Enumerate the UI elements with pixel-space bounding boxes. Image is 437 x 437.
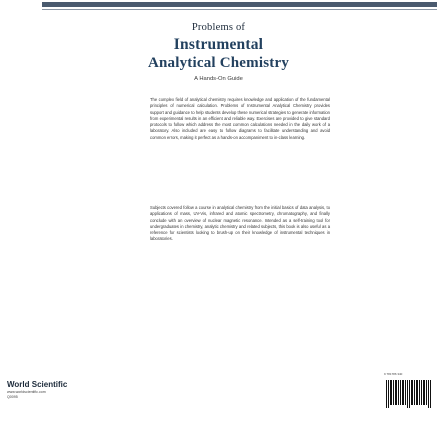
barcode-icon: [386, 380, 431, 408]
title-line-2: Analytical Chemistry: [147, 55, 290, 71]
title-line-1: Instrumental: [173, 36, 264, 53]
barcode-number: 9 781786 340: [384, 372, 403, 376]
top-rule-bar: [42, 2, 437, 7]
top-rule-thin: [42, 9, 437, 10]
book-subtitle: A Hands-On Guide: [194, 76, 243, 82]
publisher-name: World Scientific: [7, 380, 68, 389]
series-heading: Problems of: [191, 22, 246, 33]
description-paragraph-2: Subjects covered follow a course in analytical chemistry from the initial basics of data analysis, to applications of mass, UV-Vis, infrared and atomic spectrometry, chromatography, and finally conclude with an overview of nuclear magnetic resonance. Intended as a self-training tool for undergraduates in chemistry, analytic chemistry and related subjects, this book is also useful as a reference for scientists looking to brush-up on their knowledge of instrumental techniques in laboratories.: [150, 205, 330, 242]
publisher-block: [7, 380, 67, 399]
publisher-website: www.worldscientific.com: [7, 390, 46, 394]
publisher-code: Q0095: [7, 394, 18, 399]
description-paragraph-1: The complex field of analytical chemistry requires knowledge and application of the fundamental principles of numerical calculation. Problems of Instrumental Analytical Chemistry provides support and guidance to help students develop these numerical strategies to generate information from experimental results in an efficient and reliable way. Exercises are provided to give standard protocols to follow which address the most common calculations needed in the daily work of a laboratory. Also included are easy to follow diagrams to facilitate understanding and avoid common errors, making it perfect as a hands-on accompaniment to in-class learning.: [150, 97, 330, 140]
